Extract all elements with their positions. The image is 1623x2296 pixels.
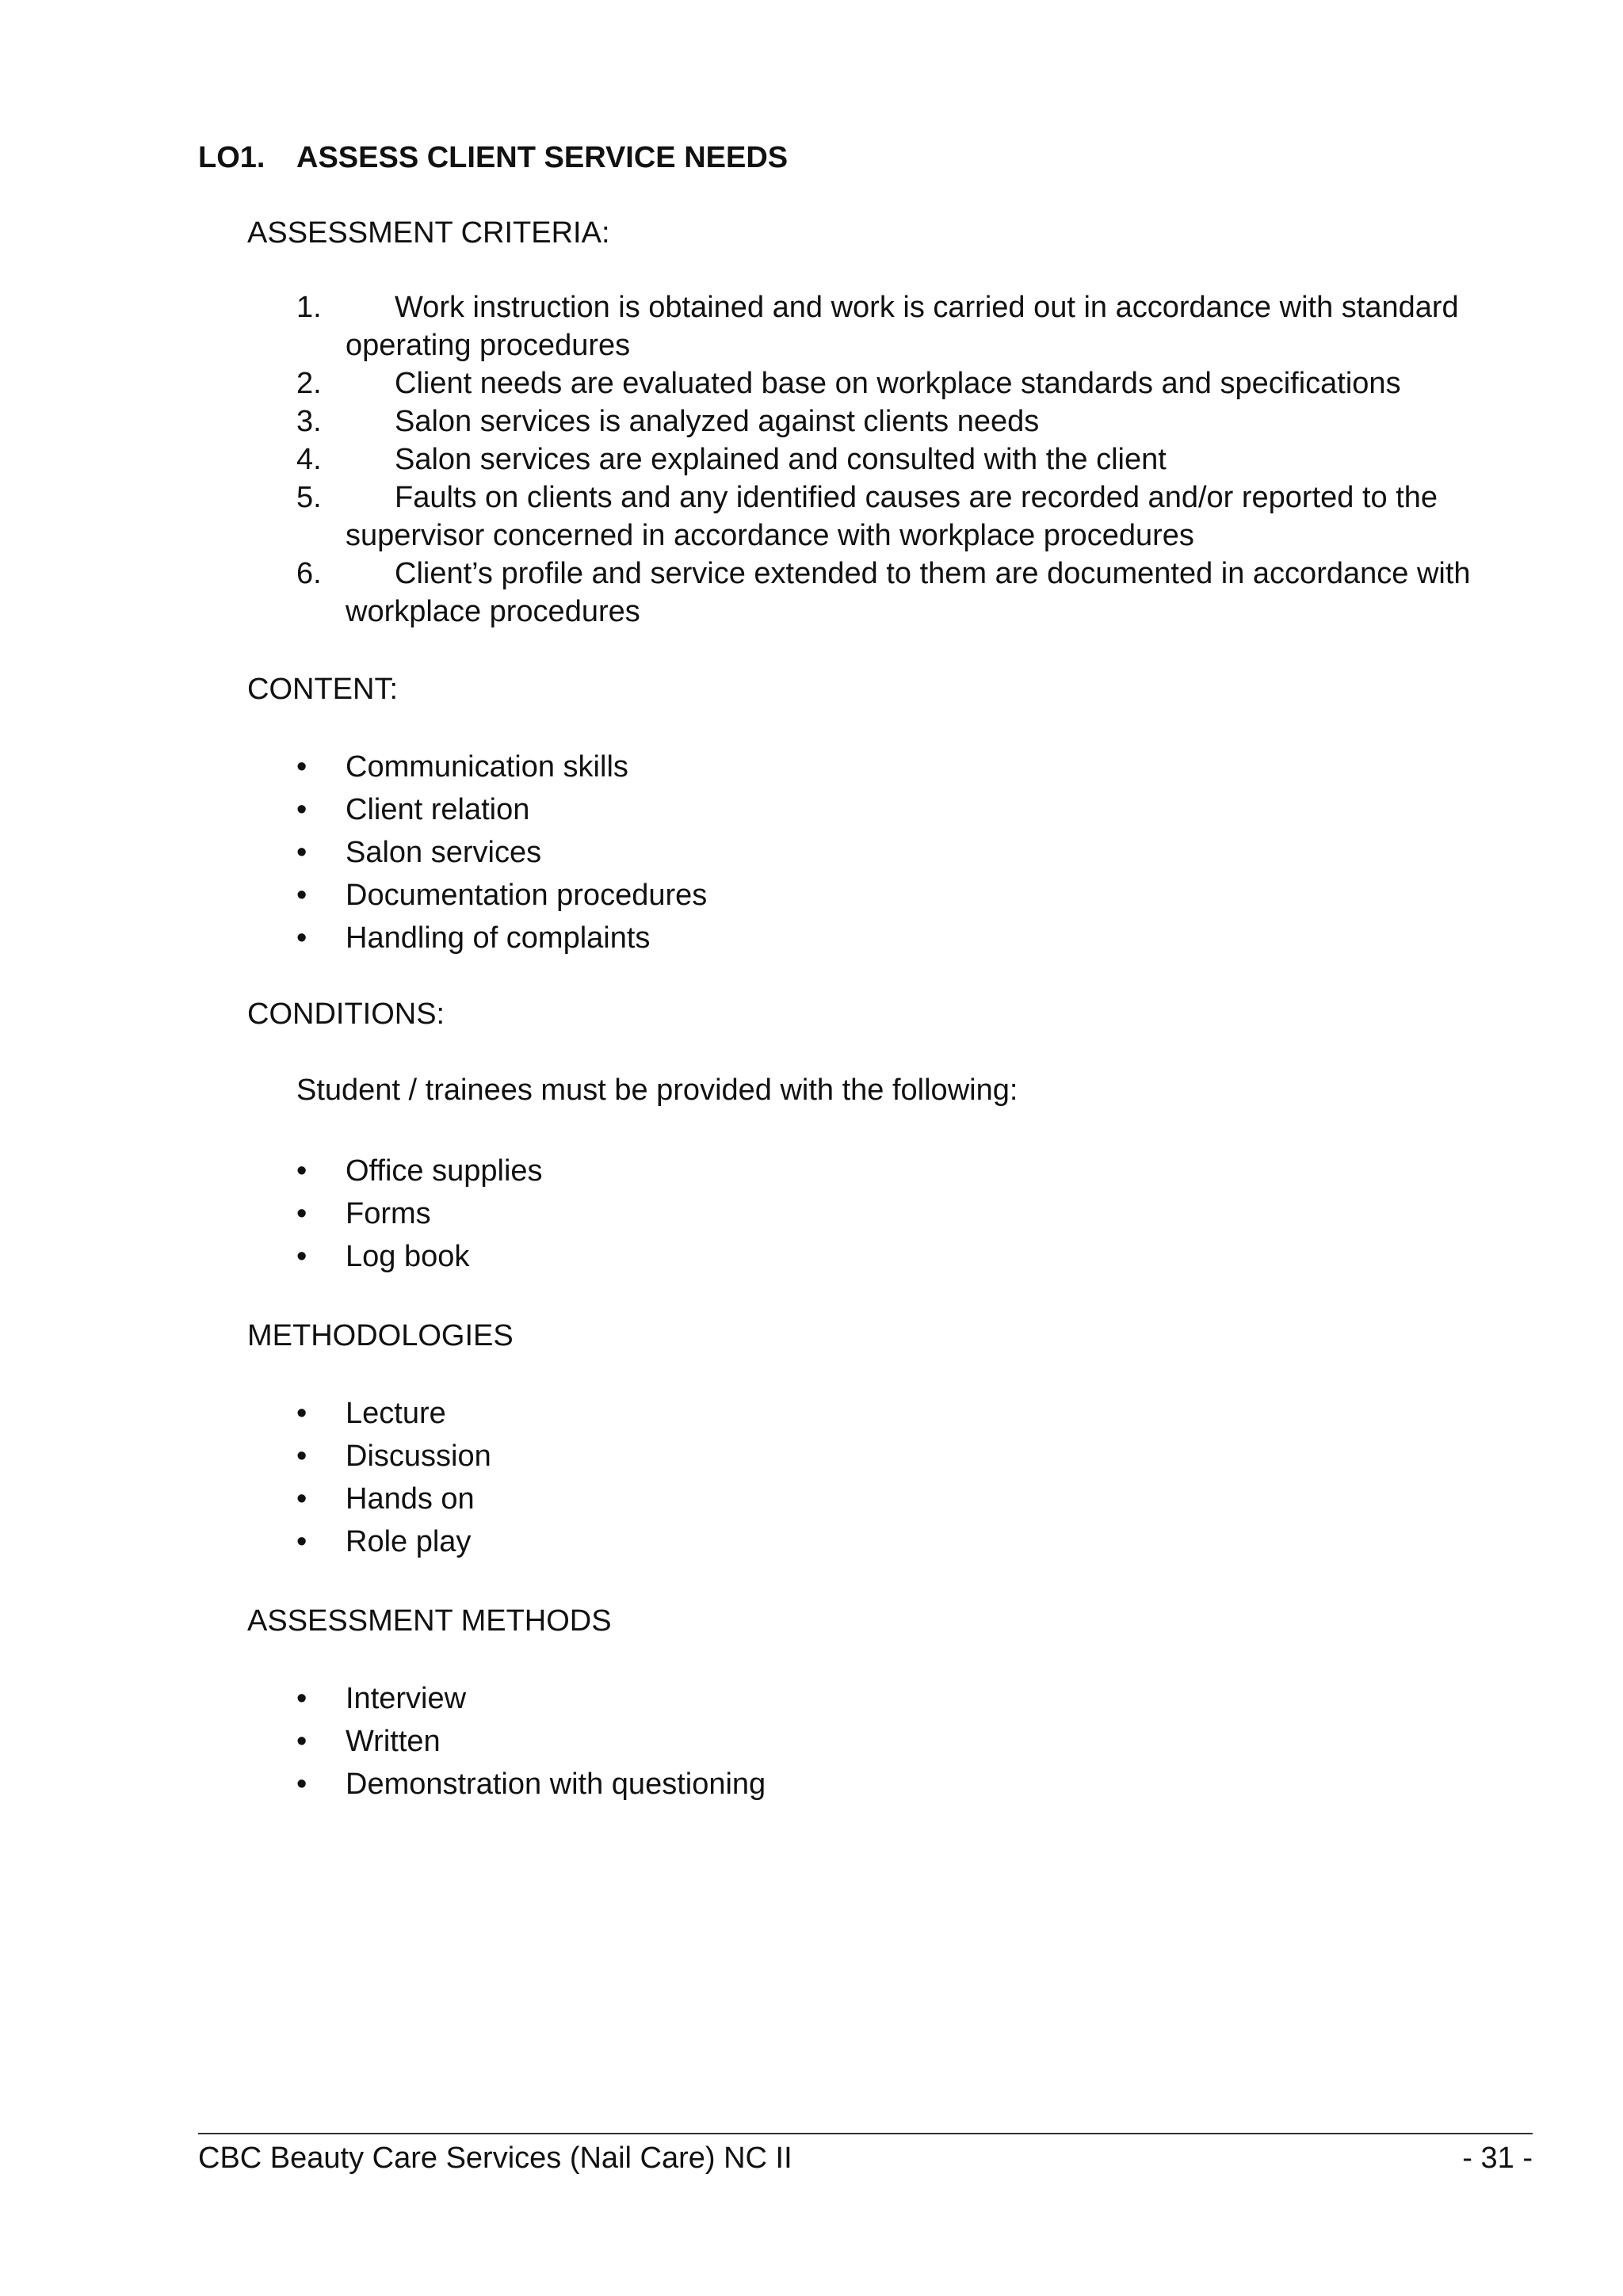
footer-document-title: CBC Beauty Care Services (Nail Care) NC II	[198, 2142, 792, 2175]
conditions-label: CONDITIONS:	[247, 997, 445, 1031]
heading-text: ASSESS CLIENT SERVICE NEEDS	[296, 141, 789, 174]
list-item-text: Demonstration with questioning	[346, 1768, 766, 1801]
criteria-item	[296, 479, 1533, 555]
bullet-icon: •	[296, 1440, 307, 1473]
bullet-icon: •	[296, 1154, 307, 1188]
list-item	[296, 1478, 491, 1520]
conditions-list	[296, 1150, 543, 1278]
list-item	[296, 1677, 766, 1720]
list-item-text: Salon services	[346, 836, 542, 869]
list-item	[296, 788, 707, 831]
bullet-icon: •	[296, 836, 307, 869]
list-item-text: Lecture	[346, 1397, 446, 1430]
criteria-number: 2.	[296, 367, 322, 400]
list-item	[296, 874, 707, 917]
list-item	[296, 1150, 543, 1192]
criteria-text: Salon services is analyzed against clients needs	[395, 405, 1040, 438]
list-item-text: Communication skills	[346, 750, 628, 784]
list-item-text: Hands on	[346, 1482, 475, 1516]
criteria-text: Work instruction is obtained and work is carried out in accordance with standard operating procedures	[346, 291, 1459, 362]
bullet-icon: •	[296, 750, 307, 784]
bullet-icon: •	[296, 1768, 307, 1801]
bullet-icon: •	[296, 1682, 307, 1715]
bullet-icon: •	[296, 879, 307, 912]
bullet-icon: •	[296, 1482, 307, 1516]
list-item-text: Interview	[346, 1682, 467, 1715]
list-item-text: Role play	[346, 1525, 472, 1558]
footer-divider	[198, 2133, 1533, 2134]
list-item	[296, 917, 707, 959]
content-list	[296, 746, 707, 959]
bullet-icon: •	[296, 1525, 307, 1558]
criteria-text: Client’s profile and service extended to them are documented in accordance with workplace procedures	[346, 557, 1471, 628]
assessment-criteria-label: ASSESSMENT CRITERIA:	[247, 216, 610, 250]
list-item-text: Client relation	[346, 793, 530, 826]
bullet-icon: •	[296, 1397, 307, 1430]
methodologies-list	[296, 1392, 491, 1563]
list-item	[296, 1520, 491, 1563]
assessment-methods-list	[296, 1677, 766, 1806]
list-item-text: Handling of complaints	[346, 921, 651, 955]
criteria-item	[296, 402, 1533, 441]
criteria-number: 3.	[296, 405, 322, 438]
criteria-number: 5.	[296, 481, 322, 514]
criteria-text: Faults on clients and any identified causes are recorded and/or reported to the supervisor concerned in accordance with workplace procedures	[346, 481, 1438, 552]
list-item	[296, 1235, 543, 1278]
list-item-text: Written	[346, 1725, 441, 1758]
list-item	[296, 831, 707, 874]
conditions-intro: Student / trainees must be provided with the following:	[296, 1074, 1018, 1107]
content-label: CONTENT:	[247, 673, 398, 706]
assessment-criteria-list	[296, 288, 1533, 631]
assessment-methods-label: ASSESSMENT METHODS	[247, 1604, 612, 1638]
list-item-text: Forms	[346, 1197, 431, 1230]
list-item	[296, 746, 707, 788]
criteria-text: Salon services are explained and consulted with the client	[395, 443, 1167, 476]
page-heading	[198, 139, 788, 177]
criteria-number: 1.	[296, 291, 322, 324]
list-item-text: Office supplies	[346, 1154, 543, 1188]
criteria-item	[296, 288, 1533, 364]
bullet-icon: •	[296, 921, 307, 955]
criteria-text: Client needs are evaluated base on workplace standards and specifications	[395, 367, 1401, 400]
list-item	[296, 1720, 766, 1763]
bullet-icon: •	[296, 1725, 307, 1758]
bullet-icon: •	[296, 1240, 307, 1273]
list-item	[296, 1192, 543, 1235]
list-item-text: Documentation procedures	[346, 879, 708, 912]
bullet-icon: •	[296, 793, 307, 826]
criteria-item	[296, 441, 1533, 479]
footer-page-number: - 31 -	[1462, 2142, 1533, 2175]
list-item-text: Log book	[346, 1240, 470, 1273]
list-item	[296, 1763, 766, 1806]
criteria-number: 4.	[296, 443, 322, 476]
criteria-item	[296, 555, 1533, 631]
list-item-text: Discussion	[346, 1440, 491, 1473]
heading-number: LO1.	[198, 141, 265, 174]
bullet-icon: •	[296, 1197, 307, 1230]
criteria-item	[296, 364, 1533, 402]
methodologies-label: METHODOLOGIES	[247, 1319, 514, 1352]
list-item	[296, 1435, 491, 1478]
criteria-number: 6.	[296, 557, 322, 590]
list-item	[296, 1392, 491, 1435]
